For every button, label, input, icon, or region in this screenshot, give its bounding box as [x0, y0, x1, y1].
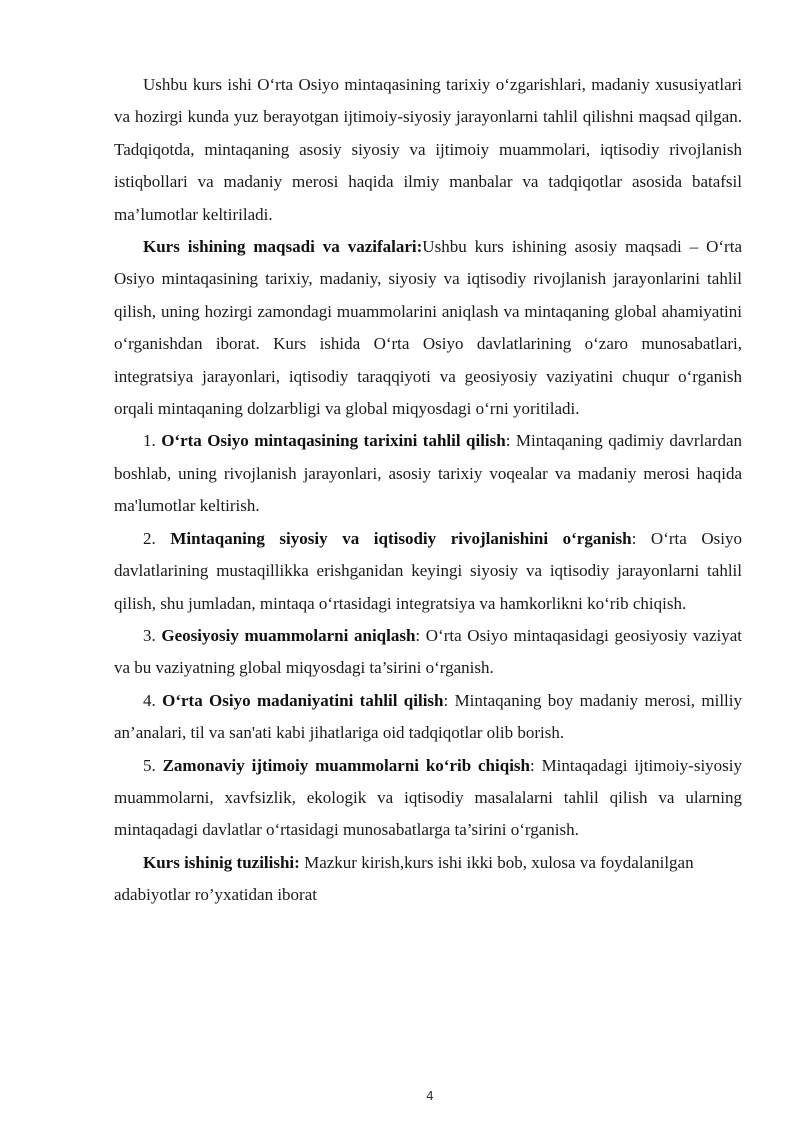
intro-paragraph: [114, 69, 742, 231]
document-body: [114, 69, 742, 912]
list-item-title: Zamonaviy ijtimoiy muammolarni ko‘rib chiqish: [162, 755, 530, 775]
list-item-3: [114, 620, 742, 685]
list-item-title: O‘rta Osiyo madaniyatini tahlil qilish: [162, 690, 444, 710]
list-item-title: Mintaqaning siyosiy va iqtisodiy rivojlanishini o‘rganish: [170, 528, 632, 548]
list-number: 5.: [143, 755, 163, 775]
list-item-title: Geosiyosiy muammolarni aniqlash: [161, 625, 416, 645]
paragraph-text: Ushbu kurs ishining asosiy maqsadi – O‘rta Osiyo mintaqasining tarixiy, madaniy, siyosiy va iqtisodiy rivojlanish jarayonlarini tahlil qilish, uning hozirgi zamondagi muammolarini aniqlash va mintaqaning global ahamiyatini o‘rganishdan iborat. Kurs ishida O‘rta Osiyo davlatlarining o‘zaro munosabatlari, integratsiya jarayonlari, iqtisodiy taraqqiyoti va geosiyosiy vaziyatini chuqur o‘rganish orqali mintaqaning dolzarbligi va global miqyosdagi o‘rni yoritiladi.: [114, 237, 742, 419]
list-item-text: : O‘rta Osiyo mintaqasidagi geosiyosiy vaziyat va bu vaziyatning global miqyosdagi ta’sirini o‘rganish.: [114, 625, 742, 678]
page-number: 4: [426, 1089, 434, 1103]
paragraph-text: Ushbu kurs ishi O‘rta Osiyo mintaqasining tarixiy o‘zgarishlari, madaniy xususiyatlari va hozirgi kunda yuz berayotgan ijtimoiy-siyosiy jarayonlarni tahlil qilishni maqsad qilgan. Tadqiqotda, mintaqaning asosiy siyosiy va ijtimoiy muammolari, iqtisodiy rivojlanish istiqbollari va madaniy merosi haqida ilmiy manbalar va tadqiqotlar asosida batafsil ma’lumotlar keltiriladi.: [114, 75, 742, 224]
goals-paragraph: [114, 231, 742, 425]
list-number: 4.: [143, 690, 163, 710]
list-item-text: : O‘rta Osiyo davlatlarining mustaqillikka erishganidan keyingi siyosiy va iqtisodiy jarayonlarni tahlil qilish, shu jumladan, mintaqa o‘rtasidagi integratsiya va hamkorlikni ko‘rib chiqish.: [114, 528, 743, 613]
list-item-text: : Mintaqaning boy madaniy merosi, milliy an’analari, til va san'ati kabi jihatlariga oid tadqiqotlar olib borish.: [114, 690, 743, 743]
structure-heading: Kurs ishinig tuzilishi:: [143, 852, 300, 872]
list-item-text: : Mintaqadagi ijtimoiy-siyosiy muammolarni, xavfsizlik, ekologik va iqtisodiy masalalarni tahlil qilish va ularning mintaqadagi davlatlar o‘rtasidagi munosabatlarga ta’sirini o‘rganish.: [114, 755, 743, 840]
list-item-text: : Mintaqaning qadimiy davrlardan boshlab, uning rivojlanish jarayonlari, asosiy tarixiy voqealar va madaniy merosi haqida ma'lumotlar keltirish.: [114, 431, 743, 516]
list-item-5: [114, 750, 742, 847]
list-item-4: [114, 685, 742, 750]
list-number: 3.: [143, 625, 162, 645]
structure-paragraph: [114, 847, 742, 912]
list-number: 2.: [143, 528, 171, 548]
list-item-2: [114, 523, 742, 620]
list-item-1: [114, 425, 742, 522]
paragraph-text: Mazkur kirish,kurs ishi ikki bob, xulosa va foydalanilgan adabiyotlar ro’yxatidan iborat: [114, 852, 694, 905]
goals-heading: Kurs ishining maqsadi va vazifalari:: [143, 237, 423, 257]
list-item-title: O‘rta Osiyo mintaqasining tarixini tahlil qilish: [161, 431, 506, 451]
list-number: 1.: [143, 431, 162, 451]
